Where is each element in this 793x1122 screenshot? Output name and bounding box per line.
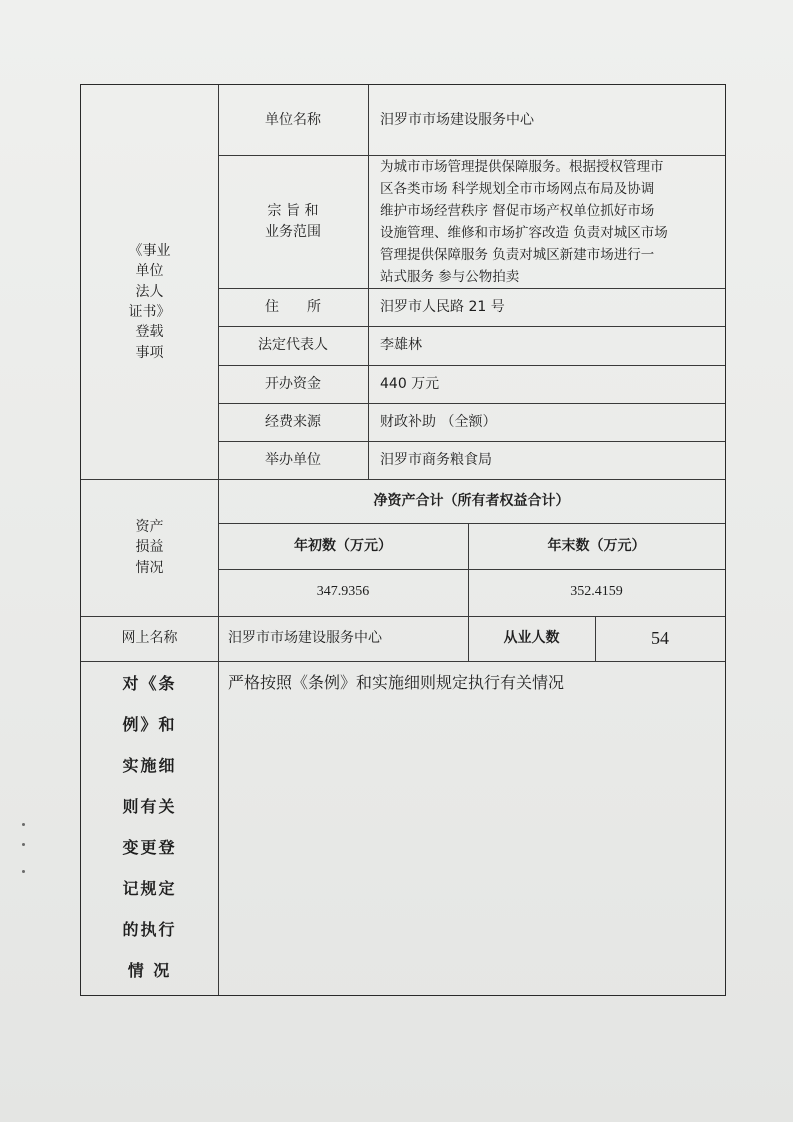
online-name-label: 网上名称 bbox=[121, 630, 178, 647]
compliance-section-label: 对《条 例》和 实施细 则有关 变更登 记规定 的执行 情 况 bbox=[122, 674, 177, 980]
capital-value: 440 万元 bbox=[380, 375, 440, 392]
binding-hole bbox=[22, 843, 25, 846]
purpose-scope-label: 宗 旨 和 业务范围 bbox=[265, 203, 321, 240]
funding-source-label: 经费来源 bbox=[265, 413, 321, 430]
year-end-value: 352.4159 bbox=[570, 584, 623, 600]
compliance-content: 严格按照《条例》和实施细则规定执行有关情况 bbox=[228, 673, 565, 692]
net-assets-header: 净资产合计（所有者权益合计） bbox=[373, 492, 570, 509]
registration-section-label: 《事业 单位 法人 证书》 登载 事项 bbox=[128, 243, 171, 361]
legal-representative-label: 法定代表人 bbox=[258, 337, 328, 354]
sponsor-label: 举办单位 bbox=[265, 451, 321, 468]
purpose-scope-value: 为城市市场管理提供保障服务。根据授权管理市 区各类市场 科学规划全市市场网点布局及协调 维护市场经营秩序 督促市场产权单位抓好市场 设施管理、维修和市场扩容改造 负责对城区市场 管理提供保障服务 负责对城区新建市场进行一 站式服务 参与公物拍卖 bbox=[380, 158, 668, 285]
staff-count-label: 从业人数 bbox=[503, 630, 560, 647]
unit-name-value: 汨罗市市场建设服务中心 bbox=[380, 111, 534, 128]
year-start-value: 347.9356 bbox=[316, 584, 370, 600]
unit-name-label: 单位名称 bbox=[265, 111, 321, 128]
capital-label: 开办资金 bbox=[265, 375, 321, 392]
staff-count-value: 54 bbox=[651, 628, 669, 649]
online-name-value: 汨罗市市场建设服务中心 bbox=[228, 630, 382, 647]
assets-section-label: 资产 损益 情况 bbox=[135, 519, 164, 576]
address-value: 汨罗市人民路 21 号 bbox=[380, 298, 505, 315]
year-start-label: 年初数（万元） bbox=[294, 537, 392, 554]
year-end-label: 年末数（万元） bbox=[547, 537, 646, 554]
legal-representative-value: 李雄林 bbox=[380, 337, 422, 354]
sponsor-value: 汨罗市商务粮食局 bbox=[380, 451, 492, 468]
binding-hole bbox=[22, 870, 25, 873]
binding-hole bbox=[22, 823, 25, 826]
registration-table bbox=[80, 84, 726, 996]
address-label: 住 所 bbox=[265, 298, 321, 315]
funding-source-value: 财政补助 （全额） bbox=[380, 413, 497, 430]
